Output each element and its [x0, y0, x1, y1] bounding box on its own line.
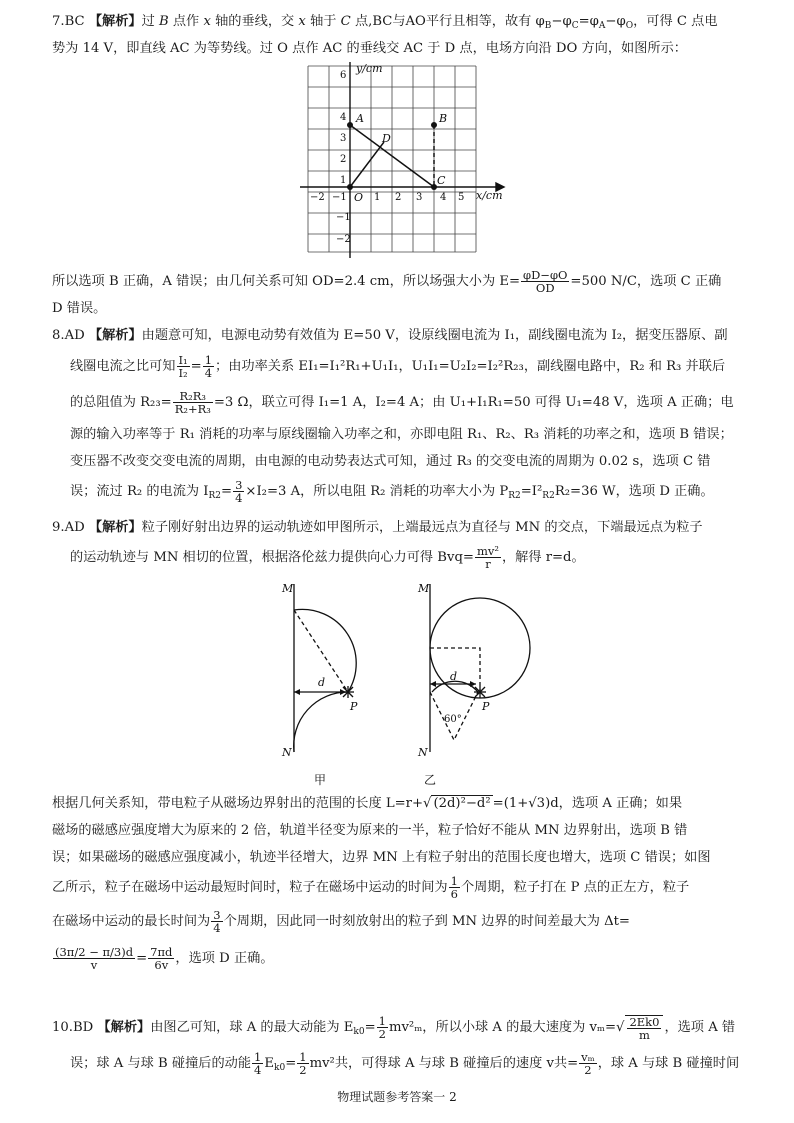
label-m: M — [282, 582, 294, 595]
x-tick: 5 — [458, 192, 465, 203]
fraction — [53, 946, 135, 971]
fraction-numerator: 1 — [204, 353, 213, 367]
fraction-numerator: I₁ — [178, 353, 188, 367]
q10-text: = — [285, 1056, 297, 1071]
q7-analysis-tag: 【解析】 — [88, 14, 142, 29]
arrow-icon — [430, 681, 436, 687]
trajectory-arc — [294, 609, 356, 692]
caption-yi: 乙 — [424, 773, 437, 787]
x-tick: 4 — [440, 192, 447, 203]
trajectory-arc — [294, 692, 348, 752]
q7-sub: O — [625, 21, 634, 31]
fraction-numerator: (3π/2 − π/3)d — [55, 945, 134, 959]
q7-answer: BC — [64, 14, 85, 29]
fraction-numerator: vₘ — [581, 1050, 595, 1064]
fraction-numerator: 3 — [213, 908, 221, 922]
q7-text: 点,BC与AO平行且相等，故有 φ — [354, 14, 545, 29]
q9-text: 的运动轨迹与 MN 相切的位置，根据洛伦兹力提供向心力可得 Bvq= — [70, 550, 474, 565]
q9-text: ，选项 D 正确。 — [175, 951, 274, 966]
y-tick: −2 — [336, 234, 351, 245]
x-tick: −2 — [310, 192, 325, 203]
question-9-continued: 根据几何关系知，带电粒子从磁场边界射出的范围的长度 L=r+√ (2d)²−d² =(1+√3)d，选项 A 正确；如果 磁场的磁感应强度增大为原来的 2 倍，轨道半径变为原来的一半，粒子恰好不能从 MN 边界射出，选项 B 错 误；如果磁场的磁感应强度减小，轨迹半径增大，边界 MN 上有粒子射出的范围长度也增大，选项 C 错误；如图 乙所示，粒子在磁场中运动最短时间时，粒子在磁场中运动的时间为 $\frac{1}{6}$ 个周期，粒子打在 P 点的正左方，粒子 在磁场中运动的最长时间为 $\frac{3}{4}$ 个周期，因此同一时刻放射出的粒子到 MN 边界的时间差最大为 Δt= $\frac{(3\pi/2 - \pi/3)d}{v}$ = $\frac{7\pi d}{6v}$ ，选项 D 正确。 — [52, 790, 752, 979]
fraction — [449, 875, 460, 900]
q8-text: 的总阻值为 R₂₃= — [70, 395, 172, 410]
point-a-label: A — [356, 112, 364, 125]
q9-line-4: 磁场的磁感应强度增大为原来的 2 倍，轨道半径变为原来的一半，粒子恰好不能从 MN 边界射出，选项 B 错 — [52, 823, 688, 838]
q7-sub: B — [544, 21, 552, 31]
fraction-denominator: 4 — [235, 491, 243, 505]
label-p: P — [482, 700, 490, 713]
fraction-numerator: 2Ek0 — [629, 1014, 660, 1029]
fraction — [297, 1051, 308, 1076]
q10-text: 由图乙可知，球 A 的最大动能为 E — [150, 1020, 354, 1035]
fraction-numerator: 3 — [235, 478, 243, 492]
q10-analysis-tag: 【解析】 — [97, 1020, 151, 1035]
caption-jia: 甲 — [314, 773, 327, 787]
arrow-icon — [294, 689, 300, 695]
q9-text: =(1+√3)d，选项 A 正确；如果 — [492, 796, 683, 811]
q7-line-2: 势为 14 V，即直线 AC 为等势线。过 O 点作 AC 的垂线交 AC 于 D 点，电场方向沿 DO 方向，如图所示： — [52, 41, 687, 56]
question-10: 10.BD 【解析】由图乙可知，球 A 的最大动能为 $E_{k0}=$ $\frac{1}{2}$ mv²ₘ，所以小球 A 的最大速度为 vₘ=√ $\frac{2Ek0}{m}$ ，选项 A 错 误；球 A 与球 B 碰撞后的动能 $\frac{1}{4}$ $E_{k0}=$ $\frac{1}{2}$ mv²共，可得球 A 与球 B 碰撞后的速度 v共= $\frac{\text{vₘ}}{2}$ ，球 A 与球 B 碰撞时间 — [52, 1014, 740, 1077]
angle-label: 60° — [444, 714, 462, 725]
fraction-numerator: R₂R₃ — [173, 390, 213, 403]
q8-text: =I² — [520, 484, 543, 499]
question-7 — [52, 8, 752, 62]
q9-text: = — [136, 951, 148, 966]
fraction-numerator: 1 — [450, 874, 458, 888]
page-footer: 物理试题参考答案一 2 — [337, 1090, 457, 1104]
q9-answer: AD — [64, 520, 85, 535]
q7-sub: C — [571, 21, 579, 31]
q9-text: 粒子刚好射出边界的运动轨迹如甲图所示，上端最远点为直径与 MN 的交点，下端最远点为粒子 — [141, 520, 703, 535]
fraction-denominator: 2 — [584, 1063, 592, 1077]
q7-text: B — [158, 14, 169, 29]
x-tick: 2 — [395, 192, 402, 203]
point-b-label: B — [439, 112, 448, 125]
q8-line-4: 源的输入功率等于 R₁ 消耗的功率与原线圈输入功率之和，亦即电阻 R₁、R₂、R₃ 消耗的功率之和，选项 B 错误； — [70, 427, 733, 442]
fraction-numerator: 1 — [378, 1014, 386, 1028]
sqrt-fraction — [625, 1015, 663, 1041]
fraction — [521, 269, 569, 294]
y-tick: 1 — [340, 175, 347, 186]
fraction-denominator: 2 — [378, 1027, 386, 1041]
fraction-denominator: m — [638, 1027, 650, 1042]
q7-line-4: D 错误。 — [52, 301, 107, 316]
q8-text: R₂=36 W，选项 D 正确。 — [554, 484, 714, 499]
q7-number: 7. — [52, 14, 65, 29]
y-tick: 2 — [340, 154, 347, 165]
q8-text: =3 Ω，联立可得 I₁=1 A，I₂=4 A；由 U₁+I₁R₁=50 可得 U₁=48 V，选项 A 正确；电 — [213, 395, 734, 410]
q8-text: 线圈电流之比可知 — [70, 359, 176, 374]
fraction-denominator: 6v — [154, 958, 169, 972]
q10-sub: k0 — [353, 1027, 365, 1037]
q9-text: 个周期，因此同一时刻放射出的粒子到 MN 边界的时间差最大为 Δt= — [223, 914, 630, 929]
axes — [300, 62, 504, 258]
y-tick: 6 — [340, 70, 347, 81]
fraction-denominator: 6 — [450, 887, 458, 901]
label-d: d — [450, 670, 458, 683]
label-n: N — [418, 746, 428, 759]
q8-sub: R2 — [508, 491, 521, 501]
fraction-denominator: R₂+R₃ — [174, 402, 211, 416]
label-d: d — [318, 676, 326, 689]
q9-text: 根据几何关系知，带电粒子从磁场边界射出的范围的长度 L=r+ — [52, 796, 424, 811]
fraction — [148, 946, 174, 971]
q9-line-5: 误；如果磁场的磁感应强度减小，轨迹半径增大，边界 MN 上有粒子射出的范围长度也增大，选项 C 错误；如图 — [52, 850, 711, 865]
q10-number: 10. — [52, 1020, 73, 1035]
q10-text: ，球 A 与球 B 碰撞时间 — [597, 1056, 740, 1071]
fraction-denominator: 4 — [213, 921, 221, 935]
y-tick: −1 — [336, 212, 351, 223]
fraction — [177, 354, 190, 379]
q9-analysis-tag: 【解析】 — [88, 520, 142, 535]
q8-text: = — [221, 484, 233, 499]
y-axis-label: y/cm — [356, 62, 383, 75]
q8-number: 8. — [52, 328, 65, 343]
q7-text: ，可得 C 点电 — [633, 14, 718, 29]
x-tick: 1 — [374, 192, 381, 203]
fraction-numerator: 1 — [299, 1050, 307, 1064]
figure-trajectory-yi — [412, 580, 532, 790]
fraction — [233, 479, 244, 504]
q7-text: −φ — [551, 14, 572, 29]
fraction-denominator: r — [485, 557, 491, 571]
fraction — [475, 545, 501, 570]
q7-text: =φ — [578, 14, 599, 29]
q9-number: 9. — [52, 520, 65, 535]
q7-text: 点作 — [172, 14, 200, 29]
question-8 — [52, 322, 752, 509]
q8-sub: R2 — [542, 491, 555, 501]
q10-text: mv²共，可得球 A 与球 B 碰撞后的速度 v共= — [309, 1056, 579, 1071]
q7-text: 所以选项 B 正确，A 错误；由几何关系可知 OD=2.4 cm，所以场强大小为 E= — [52, 274, 521, 289]
q7-text: 轴的垂线，交 — [215, 14, 295, 29]
fraction — [252, 1051, 263, 1076]
q8-text: ；由功率关系 EI₁=I₁²R₁+U₁I₁，U₁I₁=U₂I₂=I₂²R₂₃，副线圈电路中，R₂ 和 R₃ 并联后 — [215, 359, 726, 374]
label-n: N — [282, 746, 292, 759]
q9-text: 在磁场中运动的最长时间为 — [52, 914, 211, 929]
y-tick: 3 — [340, 133, 347, 144]
q8-answer: AD — [64, 328, 85, 343]
q7-text: −φ — [605, 14, 626, 29]
fraction — [377, 1015, 388, 1040]
arrow-icon — [470, 681, 476, 687]
origin-label: O — [354, 191, 364, 204]
question-9 — [52, 514, 752, 575]
q9-text: 个周期，粒子打在 P 点的正左方，粒子 — [460, 880, 690, 895]
q8-text: = — [190, 359, 202, 374]
figure-coordinate-grid — [300, 62, 510, 262]
q7-text: x — [203, 14, 211, 29]
source-star-icon — [342, 686, 354, 698]
label-m: M — [418, 582, 430, 595]
q7-text: =500 N/C，选项 C 正确 — [570, 274, 722, 289]
q8-line-5: 变压器不改变交变电流的周期，由电源的电动势表达式可知，通过 R₃ 的交变电流的周期为 0.02 s，选项 C 错 — [70, 454, 711, 469]
q9-text: ，解得 r=d。 — [501, 550, 585, 565]
fraction-denominator: 4 — [204, 366, 213, 380]
fraction-numerator: 1 — [254, 1050, 262, 1064]
fraction — [211, 909, 222, 934]
q7-sub: A — [598, 21, 606, 31]
q10-answer: BD — [72, 1020, 94, 1035]
fraction — [203, 354, 214, 379]
fraction-denominator: v — [90, 958, 98, 972]
sqrt-content: (2d)²−d² — [433, 796, 491, 811]
q8-sub: R2 — [208, 491, 222, 501]
point-c-label: C — [437, 174, 446, 187]
fraction-denominator: I₂ — [178, 366, 188, 380]
fraction — [173, 390, 213, 415]
fraction-numerator: 7πd — [150, 945, 173, 959]
q10-text: 误；球 A 与球 B 碰撞后的动能 — [70, 1056, 252, 1071]
question-7-continued — [52, 268, 752, 322]
q10-text: E — [264, 1056, 275, 1071]
q10-text: mv²ₘ，所以小球 A 的最大速度为 vₘ= — [388, 1020, 617, 1035]
fraction-denominator: 4 — [254, 1063, 262, 1077]
q10-text: ，选项 A 错 — [664, 1020, 736, 1035]
q7-text: x — [298, 14, 306, 29]
point-d-label: D — [382, 132, 391, 145]
figure-trajectory-jia — [276, 580, 386, 790]
fraction — [579, 1051, 597, 1076]
fraction-numerator: mv² — [476, 544, 499, 558]
source-star-icon — [474, 686, 486, 698]
q7-text: 过 — [141, 14, 155, 29]
q8-text: ×I₂=3 A，所以电阻 R₂ 消耗的功率大小为 P — [245, 484, 509, 499]
x-tick: −1 — [332, 192, 347, 203]
q8-text: 由题意可知，电源电动势有效值为 E=50 V，设原线圈电流为 I₁，副线圈电流为 I₂，据变压器原、副 — [141, 328, 728, 343]
x-tick: 3 — [416, 192, 423, 203]
grid-lines — [308, 66, 476, 252]
x-axis-label: x/cm — [476, 189, 503, 202]
y-tick: 4 — [340, 112, 347, 123]
q7-text: 轴于 — [310, 14, 337, 29]
fraction-denominator: OD — [535, 281, 555, 295]
fraction-denominator: 2 — [299, 1063, 307, 1077]
fraction-numerator: φD−φO — [523, 268, 568, 282]
q7-text: C — [340, 14, 351, 29]
q8-analysis-tag: 【解析】 — [88, 328, 142, 343]
q10-sub: k0 — [274, 1063, 286, 1073]
q10-text: = — [364, 1020, 376, 1035]
q9-text: 乙所示，粒子在磁场中运动最短时间时，粒子在磁场中运动的时间为 — [52, 880, 448, 895]
q8-text: 误；流过 R₂ 的电流为 I — [70, 484, 209, 499]
label-p: P — [350, 700, 358, 713]
